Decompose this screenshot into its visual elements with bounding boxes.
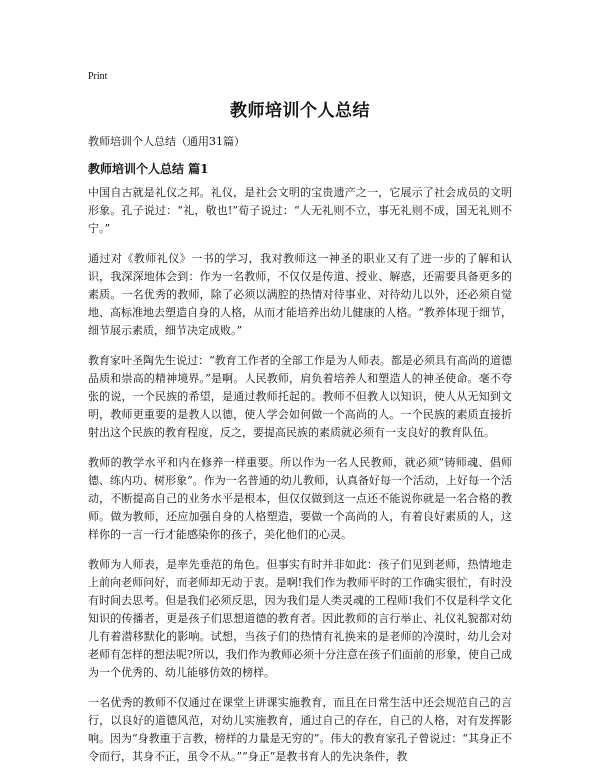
document-body bbox=[88, 184, 512, 778]
paragraph-1: 中国自古就是礼仪之邦。礼仪，是社会文明的宝贵遗产之一，它展示了社会成员的文明形象。孔子说过：“礼，敬也!”荀子说过：“人无礼则不立，事无礼则不成，国无礼则不宁。” bbox=[88, 186, 512, 235]
paragraph-3: 教育家叶圣陶先生说过：“教育工作者的全部工作是为人师表。都是必须具有高尚的道德品质和崇高的精神境界。”是啊。人民教师，肩负着培养人和塑造人的神圣使命。毫不夸张的说，一个民族的希望，是通过教师托起的。教师不但教人以知识，使人从无知到文明，教师更重要的是教人以德，使人学会如何做一个高尚的人。一个民族的素质直接折射出这个民族的教育程度，反之，要提高民族的素质就必须有一支良好的教育队伍。 bbox=[88, 354, 512, 439]
document-title: 教师培训个人总结 bbox=[230, 101, 370, 121]
document-subtitle: 教师培训个人总结（通用31篇） bbox=[88, 135, 245, 148]
section-heading: 教师培训个人总结 篇1 bbox=[88, 162, 209, 176]
paragraph-4: 教师的教学水平和内在修养一样重要。所以作为一名人民教师，就必须“铸师魂、倡师德、练内功、树形象”。作为一名普通的幼儿教师，认真备好每一个活动，上好每一个活动，不断提高自己的业务水平是根本，但仅仅做到这一点还不能说你就是一名合格的教师。做为教师，还应加强自身的人格塑造，要做一个高尚的人，有着良好素质的人，这样你的一言一行才能感染你的孩子，美化他们的心灵。 bbox=[88, 456, 512, 541]
paragraph-6: 一名优秀的教师不仅通过在课堂上讲课实施教育，而且在日常生活中还会规范自己的言行，以良好的道德风范，对幼儿实施教育，通过自己的存在，自己的人格，对有发挥影响。因为“身教重于言教，榜样的力量是无穷的”。伟大的教育家孔子曾说过：“其身正不令而行，其身不正，虽令不从。”“身正”是教书育人的先决条件，教 bbox=[88, 696, 512, 763]
print-label: Print bbox=[88, 71, 108, 82]
paragraph-5: 教师为人师表，是率先垂范的角色。但事实有时并非如此：孩子们见到老师，热情地走上前向老师问好，而老师却无动于衷。是啊!我们作为教师平时的工作确实很忙，有时没有时间去思考。但是我们必须反思，因为我们是人类灵魂的工程师!我们不仅是科学文化知识的传播者，更是孩子们思想道德的教育者。因此教师的言行举止、礼仪礼貌都对幼儿有着潜移默化的影响。试想，当孩子们的热情有礼换来的是老师的冷漠时，幼儿会对老师有怎样的想法呢?所以，我们作为教师必须十分注意在孩子们面前的形象，使自己成为一个优秀的、幼儿能够仿效的榜样。 bbox=[88, 558, 512, 679]
paragraph-2: 通过对《教师礼仪》一书的学习，我对教师这一神圣的职业又有了进一步的了解和认识，我深深地体会到：作为一名教师，不仅仅是传道、授业、解惑，还需要具备更多的素质。一名优秀的教师，除了必须以满腔的热情对待事业、对待幼儿以外，还必须自觉地、高标准地去塑造自身的人格，从而才能培养出幼儿健康的人格。“教养体现于细节，细节展示素质，细节决定成败。” bbox=[88, 252, 512, 337]
